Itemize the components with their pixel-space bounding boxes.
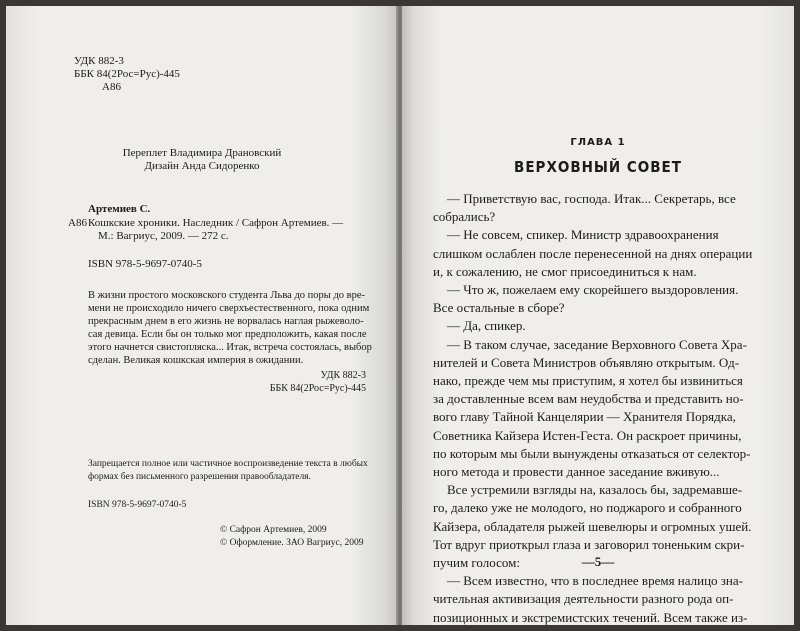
annotation-line: сделан. Великая кошкская империя в ожидании. — [88, 355, 304, 366]
author-mark: А86 — [102, 81, 121, 93]
bbk-code: ББК 84(2Рос=Рус)-445 — [74, 68, 180, 80]
right-page — [402, 6, 794, 625]
text-line: нако, прежде чем мы приступим, я хотел бы извиниться — [433, 373, 743, 389]
isbn-main: ISBN 978-5-9697-0740-5 — [88, 258, 202, 270]
text-line: — Приветствую вас, господа. Итак... Секретарь, все — [447, 191, 736, 206]
copyright-notice — [88, 458, 368, 484]
text-line: позиционных и экстремистских течений. Всем также из- — [433, 609, 748, 625]
text-line: чительная активизация деятельности разного рода оп- — [433, 591, 734, 607]
annotation-codes — [206, 369, 366, 395]
author-name: Артемиев С. — [88, 203, 151, 215]
text-line: ного метода и провести данное заседание вживую... — [433, 464, 720, 480]
copyright-author: © Сафрон Артемиев, 2009 — [220, 525, 327, 535]
annotation — [88, 289, 372, 367]
text-line: нителей и Совета Министров объявляю открытым. Од- — [433, 354, 740, 370]
text-line: Тот вдруг приоткрыл глаза и заговорил тоненьким скри- — [433, 536, 745, 552]
page-number: —5— — [581, 554, 615, 569]
text-line: пучим голосом: — [433, 555, 520, 571]
catalog-code: А86 — [68, 217, 87, 229]
text-line: Кайзера, обладателя рыжей шевелюры и огромных ушей. — [433, 518, 752, 534]
catalog-line: М.: Вагриус, 2009. — 272 с. — [98, 230, 229, 242]
text-line: — Не совсем, спикер. Министр здравоохранения — [447, 227, 719, 243]
notice-line: формах без письменного разрешения правообладателя. — [88, 472, 311, 482]
text-line: собрались? — [433, 209, 496, 225]
copyright-publisher: © Оформление. ЗАО Вагриус, 2009 — [220, 538, 364, 548]
notice-line: Запрещается полное или частичное воспроизведение текста в любых — [88, 459, 368, 469]
text-line: — Да, спикер. — [447, 318, 526, 334]
text-line: Все устремили взгляды на, казалось бы, задремавше- — [447, 482, 743, 498]
credits-block — [6, 147, 398, 173]
left-page — [6, 6, 398, 625]
cover-credit: Переплет Владимира Драновский — [122, 147, 282, 159]
annotation-line: мени не происходило ничего сверхъестественного, пока одним — [88, 303, 370, 314]
design-credit: Дизайн Анда Сидоренко — [144, 160, 260, 172]
catalog-line: Кошкские хроники. Наследник / Сафрон Артемиев. — — [88, 217, 344, 229]
bbk-code: ББК 84(2Рос=Рус)-445 — [269, 383, 366, 394]
text-line: — Что ж, пожелаем ему скорейшего выздоровления. — [447, 282, 739, 298]
text-line: — Всем известно, что в последнее время налицо зна- — [447, 573, 743, 589]
chapter-title: ВЕРХОВНЫЙ СОВЕТ — [514, 158, 682, 176]
udk-code: УДК 882-3 — [320, 370, 366, 381]
annotation-line: этого начнется свистопляска... Итак, встреча состоялась, выбор — [88, 342, 372, 353]
text-line: го, далеко уже не молодого, но поджарого и собранного — [433, 500, 742, 516]
text-line: — В таком случае, заседание Верховного Совета Хра- — [447, 336, 747, 352]
chapter-label: ГЛАВА 1 — [570, 137, 626, 148]
text-line: слишком ослаблен после перенесенной на днях операции — [433, 245, 753, 261]
text-line: и, к сожалению, не смог присоединиться к нам. — [433, 263, 697, 279]
header-codes — [74, 55, 180, 94]
text-line: Все остальные в сборе? — [433, 300, 565, 316]
text-line: Советника Кайзера Истен-Геста. Он раскроет причины, — [433, 427, 742, 443]
catalog-entry — [88, 217, 343, 243]
text-line: вого главу Тайной Канцелярии — Хранителя Порядка, — [433, 409, 736, 425]
annotation-line: В жизни простого московского студента Льва до поры до вре- — [88, 290, 366, 301]
udk-code: УДК 882-3 — [74, 55, 124, 67]
text-line: по которым мы были вынуждены отказаться от селектор- — [433, 445, 751, 461]
annotation-line: прекрасным днем в его жизнь не ворвалась наглая рыжеволо- — [88, 316, 364, 327]
isbn-bottom: ISBN 978-5-9697-0740-5 — [88, 500, 187, 510]
text-line: за доставленные всем вам неудобства и представить но- — [433, 391, 744, 407]
annotation-line: сая девица. Если бы он только мог предположить, какая после — [88, 329, 367, 340]
copyright-block — [220, 524, 363, 550]
